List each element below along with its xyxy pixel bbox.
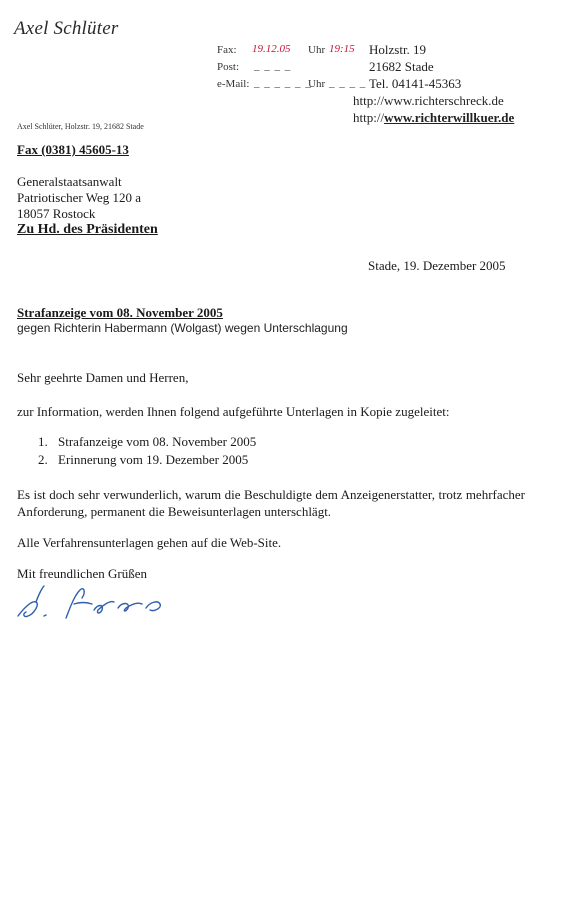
recipient-line-3: 18057 Rostock [17,206,96,221]
recipient-line-2: Patriotischer Weg 120 a [17,190,141,205]
website-link-2-domain: www.richterwillkuer.de [384,110,515,125]
recipient-line-1: Generalstaatsanwalt [17,174,122,189]
post-blank: _ _ _ _ [254,60,292,72]
sender-city: 21682 Stade [369,59,434,74]
website-link-2[interactable] [353,110,514,126]
email-uhr-label: Uhr [308,78,326,90]
list-item-text: Strafanzeige vom 08. November 2005 [58,434,257,449]
website-link-1[interactable]: http://www.richterschreck.de [353,93,504,108]
intro-text: zur Information, werden Ihnen folgend aufgeführte Unterlagen in Kopie zugeleitet: [17,404,450,419]
fax-time-handwritten: 19:15 [329,43,355,55]
website-link-2-prefix: http:// [353,110,385,125]
recipient-fax-number: Fax (0381) 45605-13 [17,142,129,157]
email-blank: _ _ _ _ _ _ [254,77,312,89]
recipient-attention: Zu Hd. des Präsidenten [17,222,158,237]
signature-image [14,578,174,628]
fax-date-handwritten: 19.12.05 [252,43,291,55]
salutation: Sehr geehrte Damen und Herren, [17,370,189,385]
sender-street: Holzstr. 19 [369,42,427,57]
website-note: Alle Verfahrensunterlagen gehen auf die Web-Site. [17,535,282,550]
subject-subtitle: gegen Richterin Habermann (Wolgast) wegen Unterschlagung [17,321,348,335]
list-item-text: Erinnerung vom 19. Dezember 2005 [58,452,249,467]
email-uhr-blank: _ _ _ _ [329,77,367,89]
list-item-number: 1. [38,434,48,449]
fax-label: Fax: [217,44,237,56]
return-address: Axel Schlüter, Holzstr. 19, 21682 Stade [17,122,144,131]
sender-name: Axel Schlüter [14,18,119,39]
body-paragraph: Es ist doch sehr verwunderlich, warum die Beschuldigte dem Anzeigenerstatter, trotz mehrfacher Anforderung, permanent die Beweisunterlagen unterschlägt. [17,487,525,519]
list-item-number: 2. [38,452,48,467]
subject-title: Strafanzeige vom 08. November 2005 [17,305,223,320]
letter-date: Stade, 19. Dezember 2005 [368,258,506,273]
closing: Mit freundlichen Grüßen [17,566,147,581]
email-label: e-Mail: [217,78,250,90]
fax-uhr-label: Uhr [308,44,326,56]
post-label: Post: [217,61,240,73]
sender-phone: Tel. 04141-45363 [369,76,462,91]
